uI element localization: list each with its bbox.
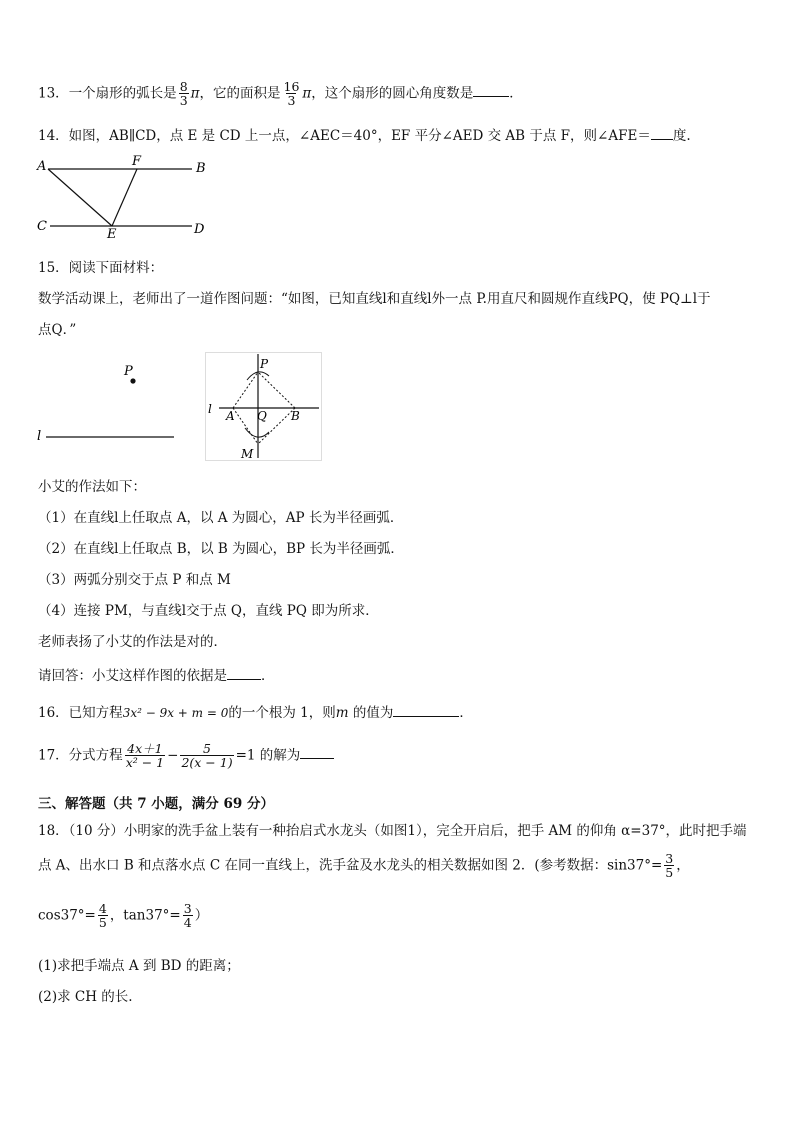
point-p	[130, 378, 135, 383]
q15-teacher-comment: 老师表扬了小艾的作法是对的．	[38, 634, 227, 650]
q14-label-c: C	[37, 219, 47, 234]
q13-pi-2: π	[302, 85, 312, 102]
q15-heading: 15．阅读下面材料：	[38, 260, 164, 276]
q18-tan-fraction: $\frac{3}{4}$	[183, 901, 192, 931]
question-16: 16．已知方程3x² − 9x + m = 0的一个根为 1，则m 的值为 ．	[38, 705, 473, 721]
q15-paragraph-2: 点Q．”	[38, 322, 77, 338]
q14-label-d: D	[194, 222, 205, 237]
q13-fraction-area: $\frac{16}{3}$	[283, 79, 300, 109]
q17-fraction-2: $\frac{5}{2(x - 1)}$	[181, 741, 233, 771]
q18-paragraph-1: 18．（10 分）小明家的洗手盆上装有一种抬启式水龙头（如图1），完全开启后，把手 AM 的仰角 α=37°，此时把手端	[38, 823, 747, 839]
question-17: 17．分式方程 $\frac{4x+1}{\text{x² − 1}}$ − $\frac{5}{2(x - 1)}$ =1 的解为	[38, 742, 334, 770]
q13-text-1: 一个扇形的弧长是	[68, 85, 177, 102]
q15-method-intro: 小艾的作法如下：	[38, 479, 146, 495]
q18-cos-fraction: $\frac{4}{5}$	[98, 901, 107, 931]
q16-answer-blank[interactable]	[393, 704, 459, 717]
q15-fig2-label-l: l	[208, 402, 212, 416]
q14-label-f: F	[132, 154, 142, 169]
q13-answer-blank[interactable]	[473, 84, 509, 97]
q13-text-2: ，它的面积是	[199, 85, 281, 102]
q15-fig2-label-b: B	[291, 409, 300, 423]
q18-sin-fraction: $\frac{3}{5}$	[665, 851, 674, 881]
q15-paragraph-1: 数学活动课上，老师出了一道作图问题：“如图，已知直线l和直线l外一点 P.用直尺和圆规作直线PQ，使 PQ⊥l于	[38, 291, 711, 307]
q15-fig1-label-p: P	[124, 364, 133, 379]
q15-figure-given	[34, 360, 184, 446]
q14-label-a: A	[37, 159, 47, 174]
q13-fraction-arc: $\frac{8}{3}$	[179, 79, 188, 109]
q15-figure-construction	[205, 352, 323, 462]
q15-step-4: （4）连接 PM，与直线l交于点 Q，直线 PQ 即为所求．	[38, 603, 379, 619]
question-14: 14．如图，AB∥CD，点 E 是 CD 上一点，∠AEC＝40°，EF 平分∠AED 交 AB 于点 F，则∠AFE＝ 度.	[38, 128, 691, 144]
q14-label-b: B	[196, 161, 206, 176]
q14-text: 14．如图，AB∥CD，点 E 是 CD 上一点，∠AEC＝40°，EF 平分∠AED 交 AB 于点 F，则∠AFE＝	[38, 128, 651, 144]
q13-text-3: ，这个扇形的圆心角度数是	[311, 85, 474, 102]
q13-number: 13．	[38, 85, 69, 102]
section-3-heading: 三、解答题（共 7 小题，满分 69 分）	[38, 796, 274, 812]
q15-fig2-label-a: A	[226, 409, 235, 423]
q16-equation: 3x² − 9x + m = 0	[122, 706, 229, 720]
q17-answer-blank[interactable]	[300, 746, 334, 759]
q15-step-2: （2）在直线l上任取点 B，以 B 为圆心，BP 长为半径画弧．	[38, 541, 404, 557]
q15-step-3: （3）两弧分别交于点 P 和点 M	[38, 572, 231, 588]
q18-reference-data: cos37°= $\frac{4}{5}$ ，tan37°= $\frac{3}{4}$ ）	[38, 901, 209, 931]
q15-fig2-label-p: P	[260, 357, 269, 371]
q14-label-e: E	[107, 227, 117, 240]
q15-fig2-label-m: M	[241, 447, 254, 461]
q18-subquestion-2: (2)求 CH 的长.	[38, 989, 133, 1005]
q17-fraction-1: $\frac{4x+1}{\text{x² − 1}}$	[125, 741, 165, 771]
q15-question: 请回答：小艾这样作图的依据是 ．	[38, 668, 275, 684]
q15-answer-blank[interactable]	[227, 667, 261, 680]
q15-fig2-label-q: Q	[257, 409, 267, 423]
q15-fig1-label-l: l	[37, 429, 42, 444]
q15-step-1: （1）在直线l上任取点 A，以 A 为圆心，AP 长为半径画弧．	[38, 510, 404, 526]
q14-figure	[34, 154, 224, 240]
q13-pi-1: π	[190, 85, 200, 102]
question-13: 13．一个扇形的弧长是 $\frac{8}{3}$ π，它的面积是 $\frac{16}{3}$ π，这个扇形的圆心角度数是 ．	[38, 79, 523, 109]
q14-answer-blank[interactable]	[651, 127, 673, 140]
q18-paragraph-2: 点 A、出水口 B 和点落水点 C 在同一直线上，洗手盆及水龙头的相关数据如图 2．(参考数据：sin37°= $\frac{3}{5}$ ，	[38, 851, 690, 881]
q18-subquestion-1: (1)求把手端点 A 到 BD 的距离；	[38, 958, 240, 974]
